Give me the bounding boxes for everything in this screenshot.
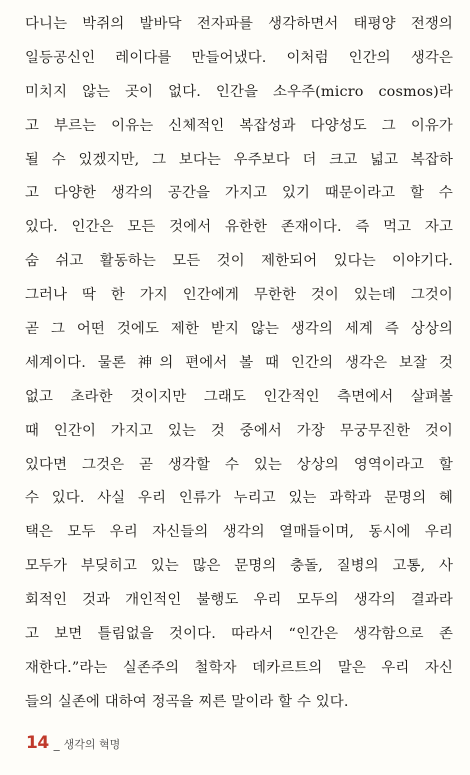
running-title: 생각의 혁명 [63,738,121,751]
text-line: 다니는 박쥐의 발바닥 전자파를 생각하면서 태평양 전쟁의 [25,16,453,32]
text-line: 곧 그 어떤 것에도 제한 받지 않는 생각의 세계 즉 상상의 [25,321,453,338]
text-line: 모두가 부딪히고 있는 많은 문명의 충돌, 질병의 고통, 사 [25,558,453,575]
text-line: 들의 실존에 대하여 정곡을 찌른 말이라 할 수 있다. [25,693,349,710]
text-line: 숨 쉬고 활동하는 모든 것이 제한되어 있다는 이야기다. [25,253,453,270]
text-line: 고 보면 틀림없을 것이다. 따라서 “인간은 생각함으로 존 [25,626,453,643]
text-line: 회적인 것과 개인적인 불행도 우리 모두의 생각의 결과라 [25,592,453,609]
text-line: 때 인간이 가지고 있는 것 중에서 가장 무궁무진한 것이 [25,422,453,439]
text-line: 그러나 딱 한 가지 인간에게 무한한 것이 있는데 그것이 [25,287,453,304]
text-line: 택은 모두 우리 자신들의 생각의 열매들이며, 동시에 우리 [25,524,453,541]
text-line: 세계이다. 물론 神의 편에서 볼 때 인간의 생각은 보잘 것 [25,354,453,371]
page-number: 14 [26,733,49,753]
text-line: 재한다.”라는 실존주의 철학자 데카르트의 말은 우리 자신 [25,659,453,676]
text-line: 없고 초라한 것이지만 그래도 인간적인 측면에서 살펴볼 [25,388,453,405]
text-line: 고 부르는 이유는 신체적인 복잡성과 다양성도 그 이유가 [25,117,453,134]
text-line: 수 있다. 사실 우리 인류가 누리고 있는 과학과 문명의 혜 [25,490,453,507]
text-line: 있다면 그것은 곧 생각할 수 있는 상상의 영역이라고 할 [25,456,453,473]
body-text [25,8,453,720]
text-line: 일등공신인 레이다를 만들어냈다. 이처럼 인간의 생각은 [25,49,453,66]
text-line: 미치지 않는 곳이 없다. 인간을 소우주(micro cosmos)라 [25,83,453,100]
text-line: 고 다양한 생각의 공간을 가지고 있기 때문이라고 할 수 [25,185,453,202]
text-line: 될 수 있겠지만, 그 보다는 우주보다 더 크고 넓고 복잡하 [25,151,453,168]
text-line: 있다. 인간은 모든 것에서 유한한 존재이다. 즉 먹고 자고 [25,219,453,236]
footer-separator: _ [53,737,60,751]
page-footer [26,733,120,757]
